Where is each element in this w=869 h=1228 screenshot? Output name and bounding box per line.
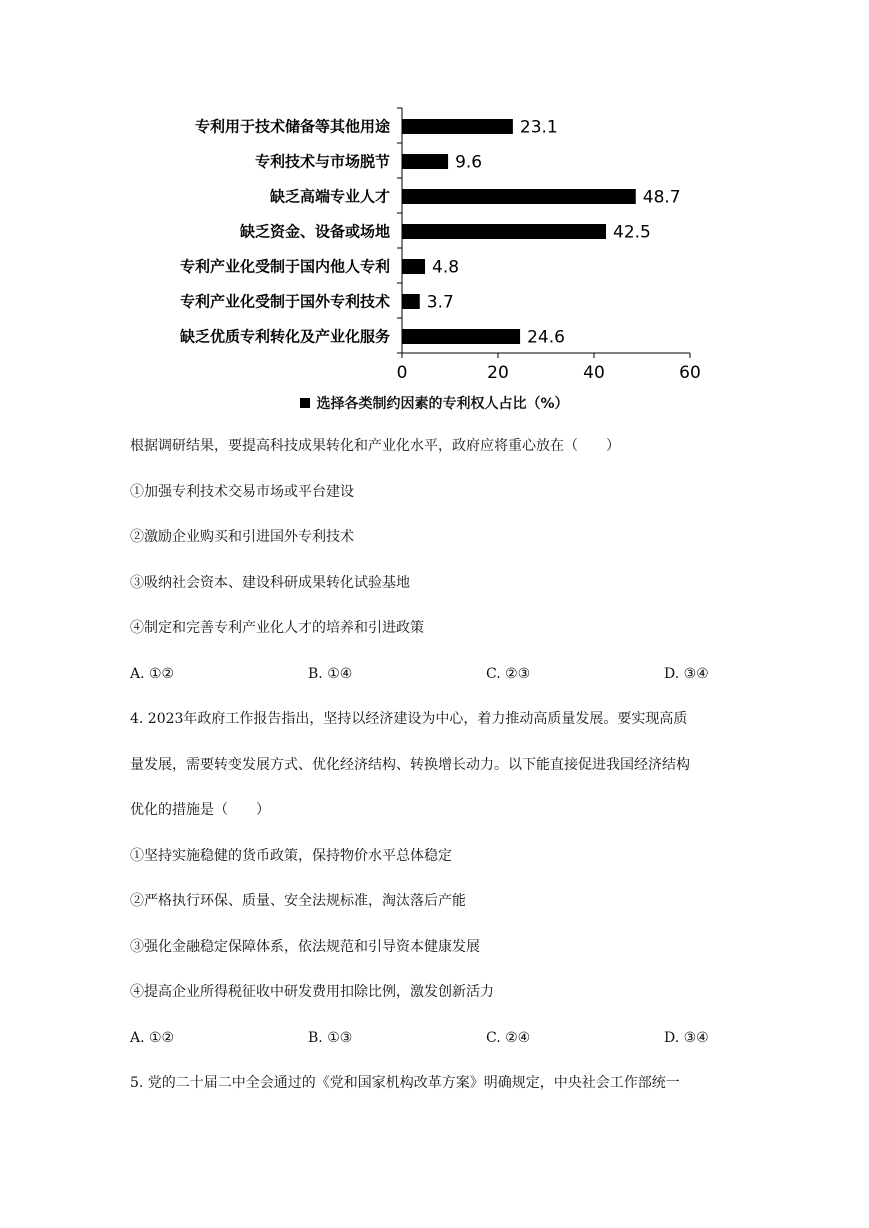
bar [402,294,420,309]
q4-option-b[interactable]: B. ①③ [308,1030,353,1046]
q3-option-b[interactable]: B. ①④ [308,666,353,682]
bar-chart [0,95,869,425]
q3-item-4: ④制定和完善专利产业化人才的培养和引进政策 [130,620,424,636]
q4-item-4: ④提高企业所得税征收中研发费用扣除比例，激发创新活力 [130,984,494,1000]
category-label: 专利产业化受制于国内他人专利 [179,257,390,276]
bar [402,224,606,239]
data-label: 24.6 [527,327,565,348]
data-label: 48.7 [642,187,681,208]
q4-stem-line-2: 量发展，需要转变发展方式、优化经济结构、转换增长动力。以下能直接促进我国经济结构 [130,757,690,773]
q4-item-1: ①坚持实施稳健的货币政策，保持物价水平总体稳定 [130,848,452,864]
bar [402,154,448,169]
q4-option-c[interactable]: C. ②④ [486,1030,531,1046]
q3-item-2: ②激励企业购买和引进国外专利技术 [130,529,354,545]
q3-option-d[interactable]: D. ③④ [664,666,709,682]
q4-stem-line-3: 优化的措施是（ ） [130,802,270,818]
x-tick-label: 20 [487,363,509,383]
q4-option-d[interactable]: D. ③④ [664,1030,709,1046]
bar [402,119,513,134]
chart-legend [0,393,869,413]
category-label: 缺乏优质专利转化及产业化服务 [179,327,390,346]
q4-option-a[interactable]: A. ①② [130,1030,175,1046]
x-tick-label: 40 [583,363,605,383]
bar [402,259,425,274]
x-tick-label: 0 [396,363,408,383]
category-label: 缺乏高端专业人才 [269,187,390,206]
q3-option-a[interactable]: A. ①② [130,666,175,682]
q3-option-c[interactable]: C. ②③ [486,666,531,682]
category-label: 专利产业化受制于国外专利技术 [179,292,390,311]
category-label: 缺乏资金、设备或场地 [239,222,390,241]
category-label: 专利用于技术储备等其他用途 [194,117,390,136]
data-label: 9.6 [455,152,483,173]
data-label: 3.7 [426,292,454,313]
q3-item-1: ①加强专利技术交易市场或平台建设 [130,484,354,500]
data-label: 42.5 [613,222,651,243]
bar [402,329,520,344]
bar [402,189,636,204]
data-label: 23.1 [519,117,558,138]
x-tick-label: 60 [679,363,701,383]
q4-stem-line-1: 4. 2023年政府工作报告指出，坚持以经济建设为中心，着力推动高质量发展。要实现高质 [130,711,688,727]
category-label: 专利技术与市场脱节 [254,152,390,171]
q4-item-3: ③强化金融稳定保障体系，依法规范和引导资本健康发展 [130,939,480,955]
q3-stem: 根据调研结果，要提高科技成果转化和产业化水平，政府应将重心放在（ ） [130,438,620,454]
q4-item-2: ②严格执行环保、质量、安全法规标准，淘汰落后产能 [130,893,466,909]
legend-swatch [300,398,310,408]
q3-item-3: ③吸纳社会资本、建设科研成果转化试验基地 [130,575,410,591]
data-label: 4.8 [432,257,460,278]
q5-stem-line-1: 5. 党的二十届二中全会通过的《党和国家机构改革方案》明确规定，中央社会工作部统一 [130,1075,680,1091]
legend-label: 选择各类制约因素的专利权人占比（%） [316,396,569,412]
